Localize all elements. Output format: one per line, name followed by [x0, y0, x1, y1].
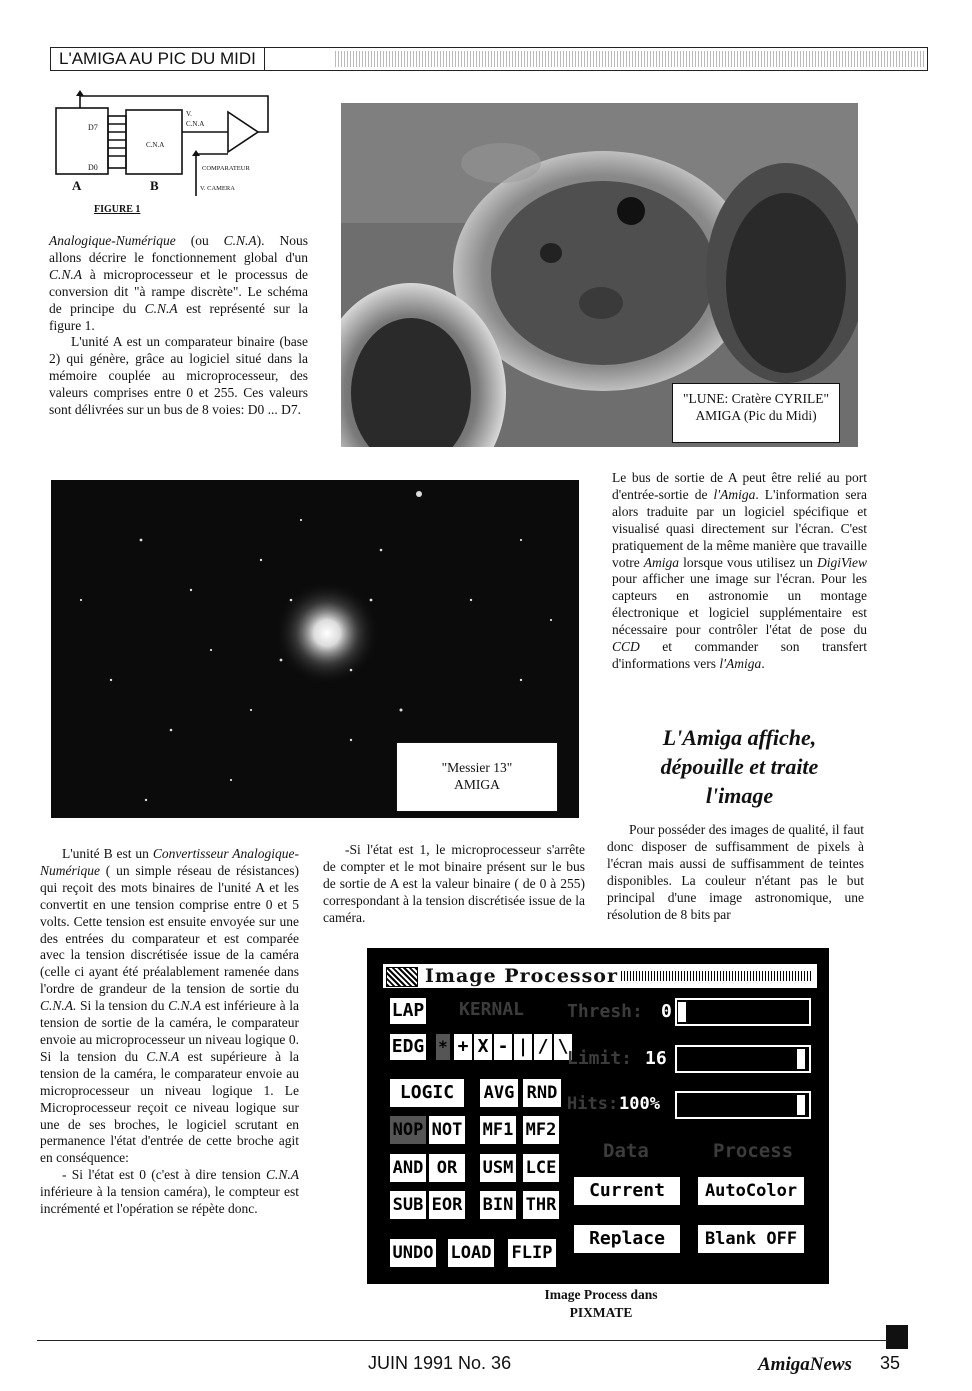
- and-button[interactable]: AND: [389, 1153, 427, 1183]
- pixmate-caption-line-2: PIXMATE: [569, 1305, 633, 1320]
- col1-para-3: L'unité B est un Convertisseur Analogique-Numérique ( un simple réseau de résistances) qui reçoit des mots binaires de l'unité A et les convertit en une tension comprise entre 0 et 5 volts. Cette tension est ensuite envoyée sur une des entrées du comparateur et est comparée avec la tension discrétisée issue de la caméra (celle ci ayant été préalablement ramenée dans l'ordre de grandeur de la tension de sortie du C.N.A. Si la tension du C.N.A est inférieure à la tension de sortie de la caméra, le comparateur envoie au microprocesseur un niveau logique 0. Si la tension du C.N.A est supérieure à la tension de la caméra, le comparateur envoie au microprocesseur un niveau logique 1. Le Microprocesseur reçoit ce niveau logique sur une de ses broches, le logiciel scrutant en permanence l'état d'entrée de cette broche agit en conséquence:: [40, 846, 300, 1166]
- replace-button[interactable]: Replace: [573, 1224, 681, 1254]
- footer-marker: [886, 1325, 908, 1349]
- header-title: L'AMIGA AU PIC DU MIDI: [51, 48, 265, 70]
- limit-label: Limit:: [567, 1048, 633, 1069]
- lce-button[interactable]: LCE: [522, 1153, 560, 1183]
- fig-label-d7: D7: [88, 123, 98, 132]
- limit-slider-knob[interactable]: [797, 1049, 805, 1069]
- process-label: Process: [713, 1140, 794, 1162]
- thresh-value: 0: [661, 1001, 672, 1022]
- col1-para-4: - Si l'état est 0 (c'est à dire tension C.N.A inférieure à la tension caméra), le compteur est incrémenté et l'opération se répète donc.: [40, 1167, 299, 1217]
- op-plus-button[interactable]: +: [453, 1033, 473, 1061]
- undo-button[interactable]: UNDO: [389, 1238, 437, 1268]
- col1-para-2: L'unité A est un comparateur binaire (base 2) qui génère, grâce au logiciel situé dans la mémoire couplée au microprocesseur, des valeurs comprises entre 0 et 255. Ces valeurs sont délivrées sur un bus de 8 voies: D0 ... D7.: [49, 334, 308, 418]
- op-multiply-button[interactable]: *: [435, 1033, 451, 1061]
- flip-button[interactable]: FLIP: [507, 1238, 557, 1268]
- fig-label-vcamera: V. CAMERA: [200, 185, 235, 192]
- pixmate-caption: [498, 1286, 704, 1322]
- moon-photo: [341, 103, 858, 447]
- moon-caption-line-2: AMIGA (Pic du Midi): [695, 408, 817, 423]
- footer-page-number: 35: [880, 1353, 901, 1373]
- mf2-button[interactable]: MF2: [522, 1115, 560, 1145]
- col1-top-text: [49, 233, 308, 419]
- section-heading: [612, 723, 867, 810]
- figure-1-schematic: [52, 86, 292, 216]
- col3-para-1: Le bus de sortie de A peut être relié au port d'entrée-sortie de l'Amiga. L'information sera alors traduite par un logiciel spécifique et visualisé quasi directement sur l'écran. C'est pratiquement de la même manière que travaille votre Amiga lorsque vous utilisez un DigiView pour afficher une image sur l'écran. Pour les capteurs en astronomie un montage électronique et logiciel supplémentaire est nécessaire pour contrôler l'état de pose du CCD et commander son transfert d'informations vers l'Amiga.: [612, 470, 867, 671]
- current-button[interactable]: Current: [573, 1176, 681, 1206]
- page-header: [50, 47, 928, 71]
- section-heading-line-1: L'Amiga affiche,: [662, 725, 817, 750]
- col2-bottom-text: [323, 842, 585, 927]
- footer-rule: [37, 1340, 888, 1341]
- fig-label-comparateur: COMPARATEUR: [202, 165, 250, 172]
- op-x-button[interactable]: X: [473, 1033, 493, 1061]
- lap-button[interactable]: LAP: [389, 997, 427, 1025]
- thr-button[interactable]: THR: [522, 1190, 560, 1220]
- hits-value: 100%: [619, 1094, 660, 1114]
- op-slash-button[interactable]: /: [533, 1033, 553, 1061]
- fig-label-a: A: [72, 178, 82, 193]
- rnd-button[interactable]: RND: [522, 1078, 562, 1108]
- kernal-label: KERNAL: [459, 999, 525, 1020]
- messier-caption-line-1: "Messier 13": [441, 760, 513, 775]
- hits-slider[interactable]: [675, 1091, 811, 1119]
- col3-para-2: Pour posséder des images de qualité, il faut donc disposer de suffisamment de pixels à l'écran mais aussi de suffisamment de teintes disponibles. La couleur n'étant pas le but principal d'une image astronomique, une résolution de 8 bits par: [607, 822, 864, 922]
- col3-bottom-text: [607, 822, 864, 923]
- messier-caption-line-2: AMIGA: [454, 777, 500, 792]
- moon-caption-line-1: "LUNE: Cratère CYRILE": [683, 391, 829, 406]
- hits-slider-knob[interactable]: [797, 1095, 805, 1115]
- op-backslash-button[interactable]: \: [553, 1033, 573, 1061]
- or-button[interactable]: OR: [428, 1153, 466, 1183]
- pixmate-caption-line-1: Image Process dans: [544, 1287, 658, 1302]
- fig-label-cna: C.N.A: [146, 141, 165, 149]
- footer-magazine: AmigaNews: [758, 1354, 852, 1375]
- section-heading-line-2: dépouille et traite: [660, 754, 819, 779]
- moon-caption: [672, 383, 840, 443]
- limit-value: 16: [645, 1048, 667, 1069]
- pixmate-title: Image Processor: [425, 965, 618, 987]
- figure-1: [52, 86, 292, 216]
- avg-button[interactable]: AVG: [479, 1078, 519, 1108]
- sub-button[interactable]: SUB: [389, 1190, 427, 1220]
- limit-slider[interactable]: [675, 1045, 811, 1073]
- load-button[interactable]: LOAD: [447, 1238, 495, 1268]
- fig-label-v: V.: [186, 110, 192, 118]
- usm-button[interactable]: USM: [479, 1153, 517, 1183]
- thresh-label: Thresh:: [567, 1001, 643, 1022]
- op-bar-button[interactable]: |: [513, 1033, 533, 1061]
- section-heading-line-3: l'image: [705, 783, 774, 808]
- fig-label-b: B: [150, 178, 159, 193]
- op-minus-button[interactable]: -: [493, 1033, 513, 1061]
- footer-issue: JUIN 1991 No. 36: [368, 1353, 512, 1373]
- edg-button[interactable]: EDG: [389, 1033, 427, 1061]
- pixmate-screenshot: [367, 948, 829, 1284]
- pixmate-titlebar: [383, 964, 817, 988]
- pixmate-close-gadget[interactable]: [386, 967, 418, 987]
- col1-bottom-text: [40, 846, 299, 1218]
- fig-label-vcna: C.N.A: [186, 120, 205, 128]
- data-label: Data: [603, 1140, 649, 1162]
- col3-top-text: [612, 470, 867, 673]
- col2-para-1: -Si l'état est 1, le microprocesseur s'arrête de compter et le mot binaire présent sur le bus de sortie de A est la valeur binaire ( de 0 à 255) correspondant à la tension discrétisée issue de la caméra.: [323, 842, 585, 925]
- blank-off-button[interactable]: Blank OFF: [697, 1224, 805, 1254]
- messier-caption: [396, 742, 558, 812]
- logic-button[interactable]: LOGIC: [389, 1078, 465, 1108]
- not-button[interactable]: NOT: [428, 1115, 466, 1145]
- pixmate-title-pattern: [621, 971, 813, 981]
- messier-photo: [51, 480, 579, 818]
- nop-button[interactable]: NOP: [389, 1115, 427, 1145]
- hits-label: Hits:: [567, 1094, 619, 1114]
- figure-1-caption: FIGURE 1: [94, 204, 141, 215]
- thresh-slider[interactable]: [675, 998, 811, 1026]
- autocolor-button[interactable]: AutoColor: [697, 1176, 805, 1206]
- fig-label-d0: D0: [88, 163, 98, 172]
- eor-button[interactable]: EOR: [428, 1190, 466, 1220]
- col1-para-1: Analogique-Numérique (ou C.N.A). Nous allons décrire le fonctionnement global d'un C.N.A à microprocesseur et le processus de conversion dit "à rampe discrète". Le schéma de principe du C.N.A est représenté sur la figure 1.: [49, 233, 309, 333]
- header-band: [335, 51, 924, 67]
- bin-button[interactable]: BIN: [479, 1190, 517, 1220]
- thresh-slider-knob[interactable]: [678, 1002, 686, 1022]
- mf1-button[interactable]: MF1: [479, 1115, 517, 1145]
